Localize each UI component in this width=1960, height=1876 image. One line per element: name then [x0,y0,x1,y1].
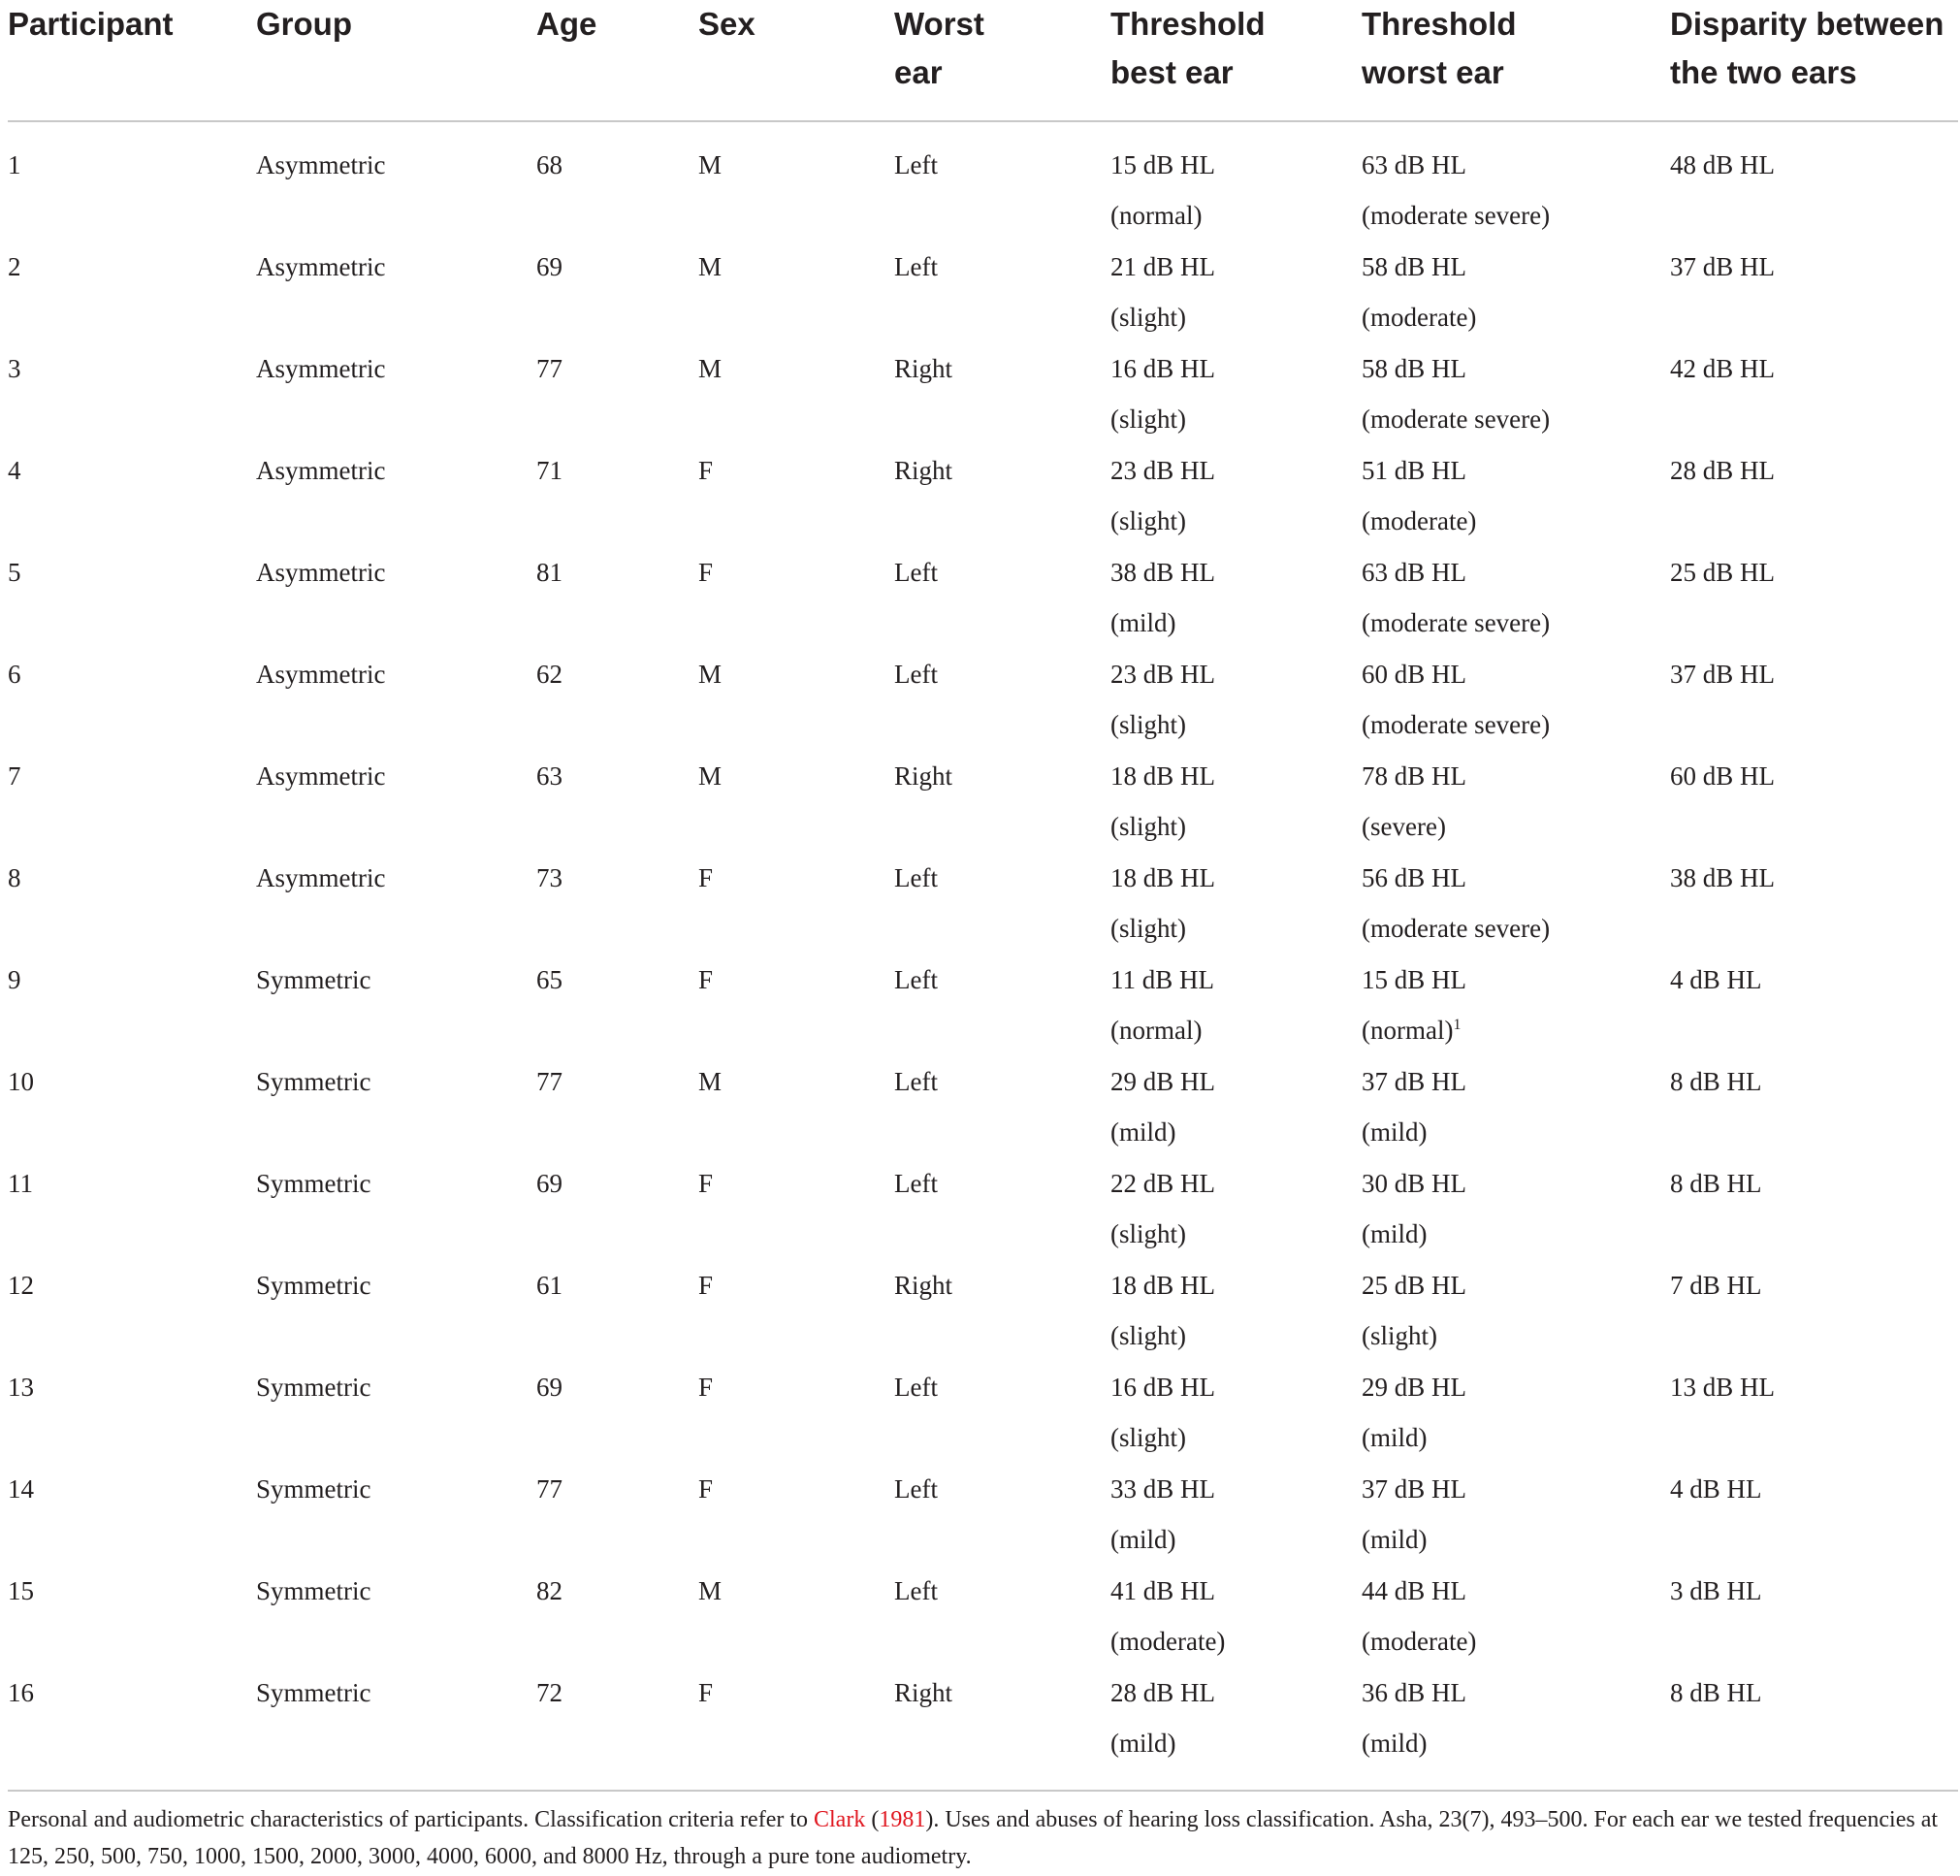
cell-worst-class [1362,1718,1428,1768]
cell-best-class [1110,598,1176,648]
footnote-text: Personal and audiometric characteristics of participants. Classification criteria refer to [8,1807,814,1832]
cell-worst-threshold: 58 dB HL [1362,354,1466,383]
cell-disparity: 3 dB HL [1670,1576,1762,1605]
cell-sex: F [698,456,714,485]
cell-best-threshold: 29 dB HL [1110,1067,1215,1096]
cell-participant: 14 [8,1474,34,1504]
cell-best-class [1110,699,1186,750]
cell-age: 63 [536,761,562,791]
classification-text: (moderate severe) [1362,710,1551,739]
cell-best-threshold: 28 dB HL [1110,1678,1215,1707]
classification-text: (mild) [1110,1729,1176,1758]
cell-age: 62 [536,660,562,689]
cell-sex: M [698,1576,723,1605]
cell-disparity: 13 dB HL [1670,1373,1775,1402]
classification-text: (slight) [1110,1423,1186,1452]
cell-worst-threshold: 63 dB HL [1362,150,1466,179]
cell-age: 69 [536,1169,562,1198]
cell-participant: 7 [8,761,21,791]
header-rule [8,120,1958,122]
classification-text: (normal) [1362,1016,1454,1045]
cell-disparity: 37 dB HL [1670,252,1775,281]
cell-best-threshold: 23 dB HL [1110,456,1215,485]
cell-worst-ear: Left [894,150,938,179]
cell-sex: F [698,1678,714,1707]
classification-text: (mild) [1362,1117,1428,1147]
footnote-marker: 1 [1453,1017,1462,1033]
cell-worst-ear: Left [894,252,938,281]
cell-worst-ear: Left [894,1067,938,1096]
cell-worst-threshold: 60 dB HL [1362,660,1466,689]
classification-text: (slight) [1110,1219,1186,1248]
classification-text: (slight) [1110,404,1186,434]
column-header [8,0,174,49]
cell-sex: F [698,1169,714,1198]
cell-worst-threshold: 58 dB HL [1362,252,1466,281]
cell-worst-ear: Right [894,761,953,791]
cell-participant: 13 [8,1373,34,1402]
column-header [698,0,755,49]
cell-group: Symmetric [256,1474,371,1504]
classification-text: (normal) [1110,201,1203,230]
cell-worst-ear: Left [894,660,938,689]
column-header [1110,0,1266,97]
cell-best-class [1110,1616,1225,1666]
cell-age: 69 [536,252,562,281]
cell-disparity: 38 dB HL [1670,863,1775,892]
cell-best-class [1110,190,1202,241]
cell-group: Symmetric [256,1678,371,1707]
cell-best-class [1110,1514,1176,1565]
cell-sex: M [698,1067,723,1096]
reference-year-link[interactable]: 1981 [879,1807,926,1832]
cell-sex: F [698,1271,714,1300]
cell-worst-ear: Left [894,863,938,892]
column-header [894,0,984,97]
classification-text: (slight) [1362,1321,1437,1350]
cell-best-threshold: 18 dB HL [1110,761,1215,791]
footnote-text-rest: ). Uses and abuses of hearing loss classification. Asha, 23(7), 493–500. For each ear we tested frequencies at 125, 250, 500, 750, 1000, 1500, 2000, 3000, 4000, 6000, and 8000 Hz, through a pure tone audiometry. [8,1807,1939,1869]
cell-worst-ear: Right [894,456,953,485]
cell-worst-threshold: 78 dB HL [1362,761,1466,791]
cell-group: Asymmetric [256,456,386,485]
cell-age: 81 [536,558,562,587]
cell-disparity: 28 dB HL [1670,456,1775,485]
cell-best-threshold: 16 dB HL [1110,1373,1215,1402]
cell-group: Asymmetric [256,863,386,892]
classification-text: (mild) [1110,1117,1176,1147]
cell-sex: F [698,558,714,587]
cell-best-class [1110,1310,1186,1361]
cell-age: 82 [536,1576,562,1605]
cell-best-class [1110,394,1186,444]
classification-text: (slight) [1110,303,1186,332]
cell-worst-class [1362,1412,1428,1463]
cell-age: 77 [536,354,562,383]
cell-best-threshold: 16 dB HL [1110,354,1215,383]
cell-sex: F [698,863,714,892]
column-header-line: Participant [8,6,174,42]
classification-text: (mild) [1110,608,1176,637]
classification-text: (normal) [1110,1016,1203,1045]
cell-group: Symmetric [256,965,371,994]
cell-worst-ear: Right [894,1678,953,1707]
cell-group: Symmetric [256,1067,371,1096]
cell-best-threshold: 21 dB HL [1110,252,1215,281]
column-header-line: Age [536,6,597,42]
cell-best-threshold: 33 dB HL [1110,1474,1215,1504]
column-header [536,0,596,49]
classification-text: (slight) [1110,812,1186,841]
cell-worst-ear: Right [894,354,953,383]
cell-best-class [1110,1005,1202,1055]
cell-best-class [1110,292,1186,342]
cell-age: 69 [536,1373,562,1402]
cell-worst-class [1362,1616,1476,1666]
cell-participant: 16 [8,1678,34,1707]
cell-participant: 3 [8,354,21,383]
cell-worst-class [1362,1209,1428,1259]
cell-sex: M [698,761,723,791]
cell-disparity: 8 dB HL [1670,1169,1762,1198]
cell-participant: 4 [8,456,21,485]
reference-author-link[interactable]: Clark [814,1807,866,1832]
bottom-rule [8,1790,1958,1792]
classification-text: (slight) [1110,914,1186,943]
column-header-line: Sex [698,6,755,42]
classification-text: (moderate severe) [1362,201,1551,230]
cell-age: 77 [536,1474,562,1504]
cell-group: Asymmetric [256,150,386,179]
cell-worst-class [1362,699,1550,750]
cell-best-threshold: 15 dB HL [1110,150,1215,179]
cell-disparity: 60 dB HL [1670,761,1775,791]
column-header-line: ear [894,54,943,90]
cell-disparity: 4 dB HL [1670,965,1762,994]
classification-text: (mild) [1110,1525,1176,1554]
cell-worst-ear: Left [894,1576,938,1605]
cell-disparity: 8 dB HL [1670,1678,1762,1707]
cell-worst-class [1362,1107,1428,1157]
column-header-line: Group [256,6,352,42]
cell-age: 68 [536,150,562,179]
column-header-line: Threshold [1110,6,1266,42]
column-header [1670,0,1944,97]
cell-participant: 1 [8,150,21,179]
cell-best-class [1110,1107,1176,1157]
cell-disparity: 8 dB HL [1670,1067,1762,1096]
cell-worst-ear: Left [894,558,938,587]
classification-text: (moderate severe) [1362,914,1551,943]
classification-text: (slight) [1110,710,1186,739]
cell-best-class [1110,496,1186,546]
cell-best-threshold: 18 dB HL [1110,863,1215,892]
cell-age: 61 [536,1271,562,1300]
column-header-line: Disparity between [1670,6,1944,42]
column-header-line: best ear [1110,54,1234,90]
classification-text: (severe) [1362,812,1446,841]
cell-best-threshold: 22 dB HL [1110,1169,1215,1198]
cell-worst-threshold: 29 dB HL [1362,1373,1466,1402]
cell-worst-threshold: 30 dB HL [1362,1169,1466,1198]
cell-age: 73 [536,863,562,892]
column-header-line: the two ears [1670,54,1857,90]
cell-group: Symmetric [256,1169,371,1198]
cell-worst-class [1362,1514,1428,1565]
cell-participant: 5 [8,558,21,587]
cell-best-class [1110,1718,1176,1768]
cell-best-class [1110,801,1186,852]
cell-participant: 10 [8,1067,34,1096]
cell-worst-ear: Left [894,1373,938,1402]
classification-text: (moderate) [1362,303,1477,332]
cell-group: Symmetric [256,1576,371,1605]
cell-group: Symmetric [256,1373,371,1402]
cell-best-threshold: 11 dB HL [1110,965,1214,994]
cell-sex: F [698,1373,714,1402]
classification-text: (mild) [1362,1525,1428,1554]
classification-text: (moderate) [1362,506,1477,535]
cell-worst-ear: Left [894,1474,938,1504]
cell-worst-threshold: 36 dB HL [1362,1678,1466,1707]
column-header-line: worst ear [1362,54,1504,90]
cell-disparity: 48 dB HL [1670,150,1775,179]
classification-text: (moderate severe) [1362,608,1551,637]
cell-participant: 15 [8,1576,34,1605]
cell-worst-class [1362,598,1550,648]
cell-age: 77 [536,1067,562,1096]
cell-best-class [1110,1209,1186,1259]
cell-sex: F [698,1474,714,1504]
cell-sex: M [698,354,723,383]
cell-worst-ear: Right [894,1271,953,1300]
footnote-text-paren: ( [865,1807,880,1832]
cell-best-threshold: 23 dB HL [1110,660,1215,689]
cell-worst-ear: Left [894,965,938,994]
classification-text: (mild) [1362,1729,1428,1758]
cell-worst-class [1362,801,1446,852]
cell-worst-class [1362,1310,1437,1361]
cell-worst-threshold: 37 dB HL [1362,1067,1466,1096]
cell-group: Symmetric [256,1271,371,1300]
cell-group: Asymmetric [256,761,386,791]
classification-text: (moderate) [1110,1627,1226,1656]
cell-worst-threshold: 25 dB HL [1362,1271,1466,1300]
classification-text: (moderate severe) [1362,404,1551,434]
cell-best-threshold: 38 dB HL [1110,558,1215,587]
cell-worst-threshold: 51 dB HL [1362,456,1466,485]
cell-best-class [1110,1412,1186,1463]
cell-age: 71 [536,456,562,485]
column-header-line: Threshold [1362,6,1517,42]
cell-sex: M [698,252,723,281]
cell-disparity: 4 dB HL [1670,1474,1762,1504]
column-header [1362,0,1517,97]
cell-participant: 6 [8,660,21,689]
cell-age: 65 [536,965,562,994]
cell-worst-ear: Left [894,1169,938,1198]
table-footnote [8,1801,1952,1875]
cell-worst-class [1362,903,1550,954]
cell-group: Asymmetric [256,660,386,689]
classification-text: (slight) [1110,1321,1186,1350]
cell-participant: 2 [8,252,21,281]
cell-participant: 9 [8,965,21,994]
cell-best-threshold: 18 dB HL [1110,1271,1215,1300]
cell-participant: 8 [8,863,21,892]
cell-participant: 11 [8,1169,33,1198]
column-header [256,0,352,49]
cell-disparity: 7 dB HL [1670,1271,1762,1300]
cell-participant: 12 [8,1271,34,1300]
cell-sex: M [698,150,723,179]
classification-text: (slight) [1110,506,1186,535]
cell-worst-threshold: 15 dB HL [1362,965,1466,994]
cell-worst-class [1362,190,1550,241]
column-header-line: Worst [894,6,984,42]
classification-text: (moderate) [1362,1627,1477,1656]
cell-group: Asymmetric [256,252,386,281]
cell-worst-class [1362,496,1476,546]
cell-worst-threshold: 44 dB HL [1362,1576,1466,1605]
cell-worst-class [1362,292,1476,342]
cell-disparity: 37 dB HL [1670,660,1775,689]
cell-worst-class [1362,1005,1461,1055]
cell-group: Asymmetric [256,354,386,383]
classification-text: (mild) [1362,1219,1428,1248]
cell-group: Asymmetric [256,558,386,587]
cell-best-threshold: 41 dB HL [1110,1576,1215,1605]
cell-worst-threshold: 63 dB HL [1362,558,1466,587]
classification-text: (mild) [1362,1423,1428,1452]
cell-sex: M [698,660,723,689]
cell-worst-class [1362,394,1550,444]
cell-sex: F [698,965,714,994]
cell-disparity: 25 dB HL [1670,558,1775,587]
cell-best-class [1110,903,1186,954]
cell-worst-threshold: 56 dB HL [1362,863,1466,892]
cell-worst-threshold: 37 dB HL [1362,1474,1466,1504]
cell-disparity: 42 dB HL [1670,354,1775,383]
cell-age: 72 [536,1678,562,1707]
